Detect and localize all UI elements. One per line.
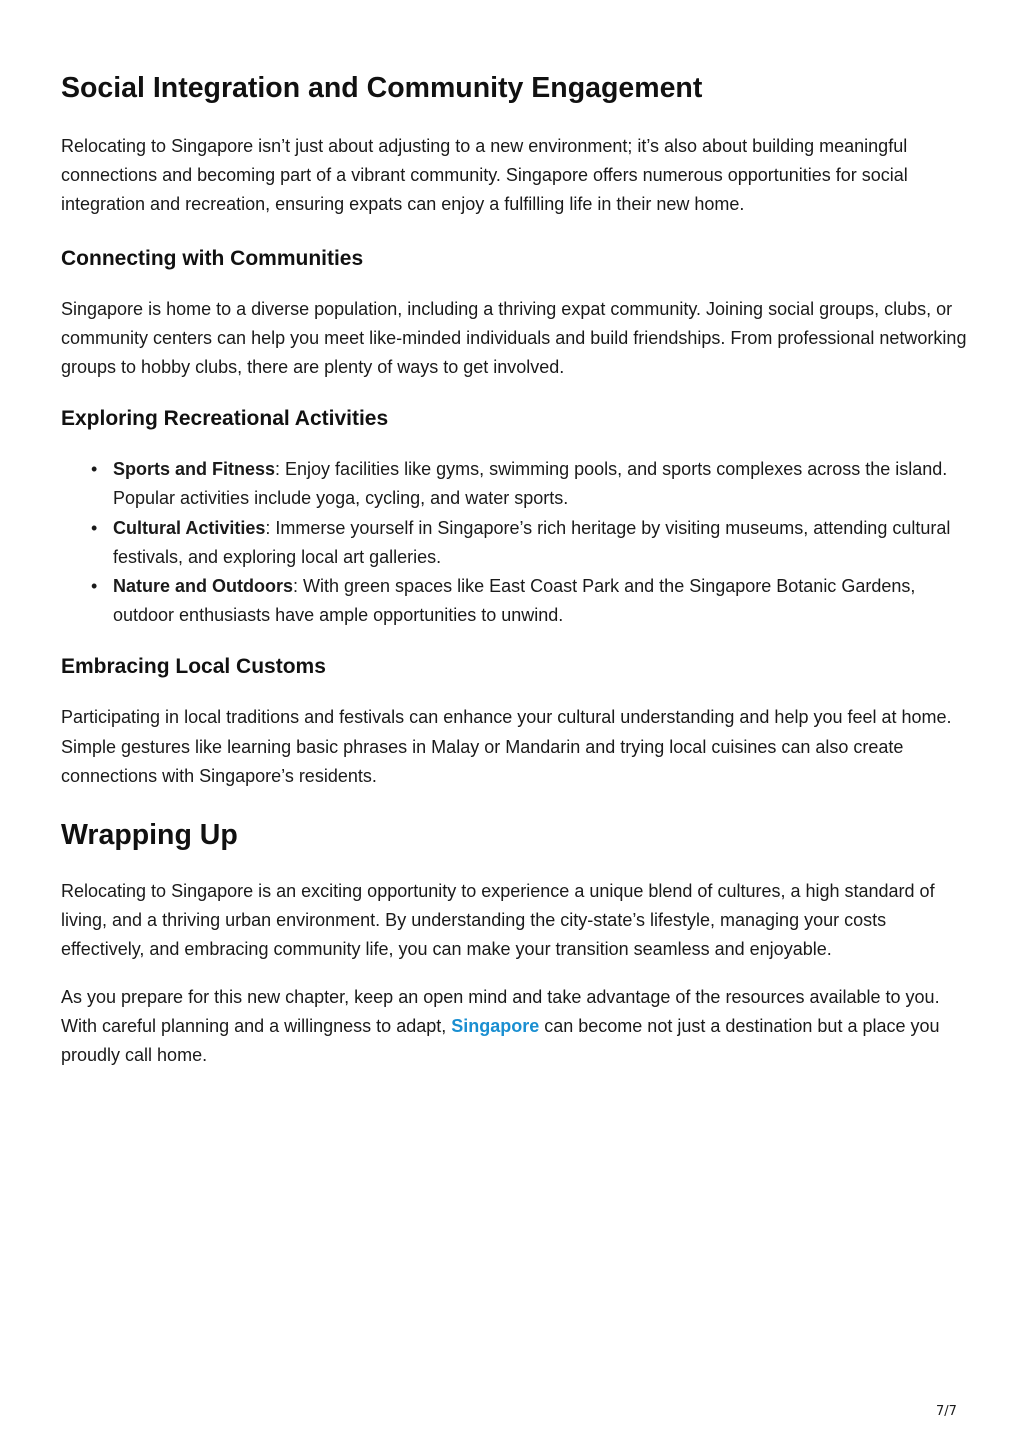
recreational-activities-list [61,455,971,630]
list-item [91,572,971,630]
wrapping-up-paragraph-2 [61,983,971,1071]
singapore-link[interactable]: Singapore [451,1015,540,1036]
list-item-label: Sports and Fitness [113,459,276,480]
section-title-wrapping-up: Wrapping Up [61,819,238,852]
page-number: 7/7 [936,1404,957,1419]
list-item [91,514,971,572]
list-item-text: : Immerse yourself in Singapore’s rich heritage by visiting museums, attending cultural festivals, and exploring local art galleries. [113,517,951,567]
list-item-label: Nature and Outdoors [113,576,294,597]
list-item [91,455,971,513]
heading-connecting-communities: Connecting with Communities [61,246,364,270]
section-title-social-integration: Social Integration and Community Engagement [61,72,703,104]
bullet-icon: • [91,459,98,480]
bullet-icon: • [91,576,98,597]
social-integration-intro: Relocating to Singapore isn’t just about adjusting to a new environment; it’s also about building meaningful connections and becoming part of a vibrant community. Singapore offers numerous opportunities for social integration and recreation, ensuring expats can enjoy a fulfilling life in their new home. [61,136,908,215]
paragraph-text: As you prepare for this new chapter, keep an open mind and take advantage of the resources available to you. With careful planning and a willingness to adapt, [61,986,940,1036]
connecting-communities-body: Singapore is home to a diverse population, including a thriving expat community. Joining social groups, clubs, or community centers can help you meet like-minded individuals and build friendships. From professional networking groups to hobby clubs, there are plenty of ways to get involved. [61,298,967,378]
list-item-text: : Enjoy facilities like gyms, swimming pools, and sports complexes across the island. Popular activities include yoga, cycling, and water sports. [113,459,948,509]
heading-recreational-activities: Exploring Recreational Activities [61,407,389,431]
list-item-text: : With green spaces like East Coast Park and the Singapore Botanic Gardens, outdoor enthusiasts have ample opportunities to unwind. [113,576,916,626]
wrapping-up-paragraph-1: Relocating to Singapore is an exciting opportunity to experience a unique blend of cultures, a high standard of living, and a thriving urban environment. By understanding the city-state’s lifestyle, managing your costs effectively, and embracing community life, you can make your transition seamless and enjoyable. [61,881,935,960]
heading-local-customs: Embracing Local Customs [61,655,326,679]
paragraph-text: can become not just a destination but a place you proudly call home. [61,1015,940,1066]
local-customs-body: Participating in local traditions and festivals can enhance your cultural understanding and help you feel at home. Simple gestures like learning basic phrases in Malay or Mandarin and trying local cuisines can also create connections with Singapore’s residents. [61,707,952,786]
bullet-icon: • [91,517,98,538]
list-item-label: Cultural Activities [113,517,266,538]
document-page [61,66,971,1070]
